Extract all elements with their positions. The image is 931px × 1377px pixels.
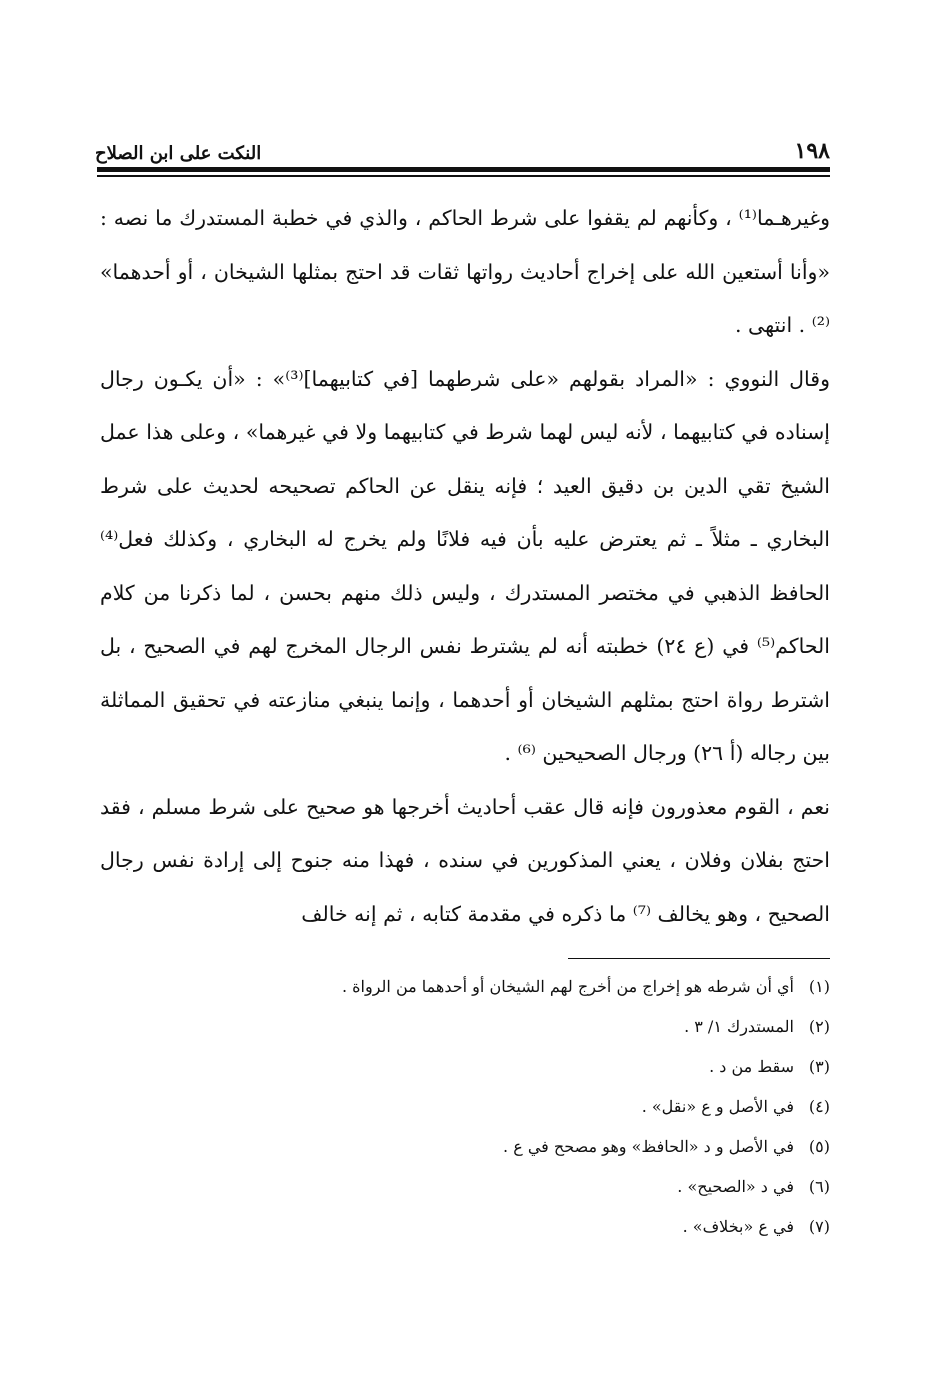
- footnote-text: في ع «بخلاف» .: [682, 1217, 794, 1236]
- running-head: [95, 124, 830, 164]
- footnote-7: [200, 1207, 830, 1247]
- footnote-text: المستدرك ١/ ٣ .: [684, 1017, 794, 1036]
- footnote-6: [200, 1167, 830, 1207]
- footnote-rule: [568, 958, 830, 959]
- footnote-text: في الأصل و د «الحافظ» وهو مصحح في ع .: [503, 1137, 794, 1156]
- footnote-1: [200, 967, 830, 1007]
- footnote-number: (١): [808, 977, 830, 996]
- footnote-5: [200, 1127, 830, 1167]
- paragraph-2: وقال النووي : «المراد بقولهم «على شرطهما [في كتابيهما]⁽³⁾» : «أن يكـون رجال إسناده في كتابيهما ، لأنه ليس لهما شرط في كتابيهما ولا في غيرهما» ، وعلى هذا عمل الشيخ تقي الدين بن دقيق العيد ؛ فإنه ينقل عن الحاكم تصحيحه لحديث على شرط البخاري ـ مثلاً ـ ثم يعترض عليه بأن فيه فلانًا ولم يخرج له البخاري ، وكذلك فعل⁽⁴⁾ الحافظ الذهبي في مختصر المستدرك ، وليس ذلك منهم بحسن ، لما ذكرنا من كلام الحاكم⁽⁵⁾ في (ع ٢٤) خطبته أنه لم يشترط نفس الرجال المخرج لهم في الصحيح ، بل اشترط رواة احتج بمثلهم الشيخان أو أحدهما ، وإنما ينبغي منازعته في تحقيق المماثلة بين رجاله (أ ٢٦) ورجال الصحيحين ⁽⁶⁾ .: [100, 366, 831, 765]
- paragraph-3: نعم ، القوم معذورون فإنه قال عقب أحاديث أخرجها هو صحيح على شرط مسلم ، فقد احتج بفلان وفلان ، يعني المذكورين في سنده ، فهذا منه جنوح إلى إرادة نفس رجال الصحيح ، وهو يخالف ⁽⁷⁾ ما ذكره في مقدمة كتابه ، ثم إنه خالف: [100, 794, 830, 926]
- footnote-text: أي أن شرطه هو إخراج من أخرج لهم الشيخان أو أحدهما من الرواة .: [342, 977, 794, 996]
- body-text: [100, 192, 830, 941]
- header-rule-thick: [97, 167, 830, 172]
- footnote-number: (٢): [808, 1017, 830, 1036]
- footnote-text: سقط من د .: [709, 1057, 794, 1076]
- footnote-number: (٥): [808, 1137, 830, 1156]
- footnote-4: [200, 1087, 830, 1127]
- page-number: ١٩٨: [794, 138, 830, 164]
- footnote-3: [200, 1047, 830, 1087]
- footnote-2: [200, 1007, 830, 1047]
- paragraph-1: وغيرهـما⁽¹⁾ ، وكأنهم لم يقفوا على شرط الحاكم ، والذي في خطبة المستدرك ما نصه : «وأنا أستعين الله على إخراج أحاديث رواتها ثقات قد احتج بمثلها الشيخان ، أو أحدهما» ⁽²⁾ . انتهى .: [100, 206, 830, 337]
- footnote-number: (٣): [808, 1057, 830, 1076]
- footnote-text: في الأصل و ع «نقل» .: [641, 1097, 794, 1116]
- book-title: النكت على ابن الصلاح: [95, 143, 262, 164]
- header-rule-thin: [97, 175, 830, 177]
- footnote-number: (٤): [808, 1097, 830, 1116]
- footnote-number: (٦): [808, 1177, 830, 1196]
- footnotes: [200, 967, 830, 1247]
- footnote-number: (٧): [808, 1217, 830, 1236]
- footnote-text: في د «الصحيح» .: [677, 1177, 794, 1196]
